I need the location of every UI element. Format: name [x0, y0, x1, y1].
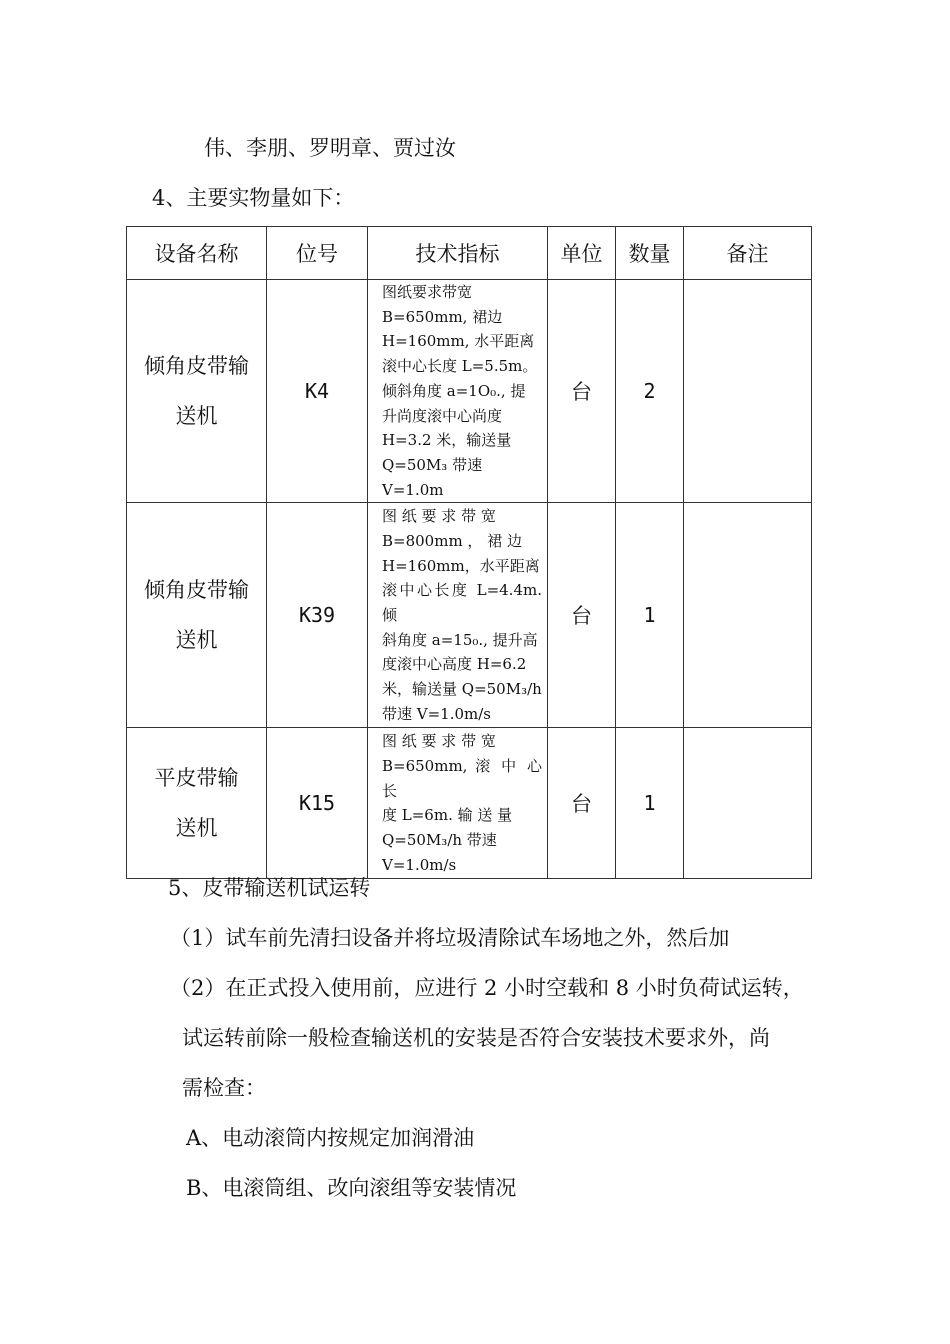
- equipment-name-cell: 倾角皮带输 送机: [127, 503, 267, 728]
- header-remark: 备注: [684, 227, 812, 280]
- table-row: [127, 280, 812, 503]
- section4-title: 4、主要实物量如下：: [152, 186, 355, 210]
- unit-cell: 台: [548, 503, 616, 728]
- section5-item-1: （1）试车前先清扫设备并将垃圾清除试车场地之外，然后加: [170, 926, 730, 950]
- remark-cell: [684, 280, 812, 503]
- remark-cell: [684, 728, 812, 879]
- equipment-name-cell: 平皮带输 送机: [127, 728, 267, 879]
- quantity-table: [126, 226, 812, 879]
- header-unit: 单位: [548, 227, 616, 280]
- section5-item-b: B、电滚筒组、改向滚组等安装情况: [186, 1176, 517, 1200]
- table-header-row: [127, 227, 812, 280]
- names-line: 伟、李朋、罗明章、贾过汝: [204, 136, 456, 160]
- position-cell: K4: [267, 280, 368, 503]
- header-count: 数量: [616, 227, 684, 280]
- unit-cell: 台: [548, 280, 616, 503]
- table-row: [127, 503, 812, 728]
- section5-item-2-line-3: 需检查：: [182, 1076, 266, 1100]
- header-spec: 技术指标: [368, 227, 548, 280]
- table-row: [127, 728, 812, 879]
- count-cell: 1: [616, 503, 684, 728]
- spec-cell: 图 纸 要 求 带 宽 B=800mm ， 裙 边 H=160mm，水平距离 滚中心长度 L=4.4m.倾 斜角度 a=15₀., 提升高 度滚中心高度 H=6.2 米，输送量 Q=50M₃/h 带速 V=1.0m/s: [368, 503, 548, 728]
- spec-cell: 图 纸 要 求 带 宽 B=650mm, 滚 中 心 长 度 L=6m. 输 送 量 Q=50M₃/h 带速 V=1.0m/s: [368, 728, 548, 879]
- header-position: 位号: [267, 227, 368, 280]
- spec-cell: 图纸要求带宽 B=650mm, 裙边 H=160mm, 水平距离 滚中心长度 L=5.5m。 倾斜角度 a=1O₀., 提 升尚度滚中心尚度 H=3.2 米，输送量 Q=50M₃ 带速 V=1.0m: [368, 280, 548, 503]
- section5-title: 5、皮带输送机试运转: [168, 876, 371, 900]
- position-cell: K15: [267, 728, 368, 879]
- section5-item-2-line-1: （2）在正式投入使用前，应进行 2 小时空载和 8 小时负荷试运转，: [170, 976, 804, 1000]
- remark-cell: [684, 503, 812, 728]
- header-equipment-name: 设备名称: [127, 227, 267, 280]
- section5-item-a: A、电动滚筒内按规定加润滑油: [186, 1126, 475, 1150]
- count-cell: 2: [616, 280, 684, 503]
- position-cell: K39: [267, 503, 368, 728]
- section5-item-2-line-2: 试运转前除一般检查输送机的安装是否符合安装技术要求外，尚: [182, 1026, 770, 1050]
- count-cell: 1: [616, 728, 684, 879]
- equipment-name-cell: 倾角皮带输 送机: [127, 280, 267, 503]
- unit-cell: 台: [548, 728, 616, 879]
